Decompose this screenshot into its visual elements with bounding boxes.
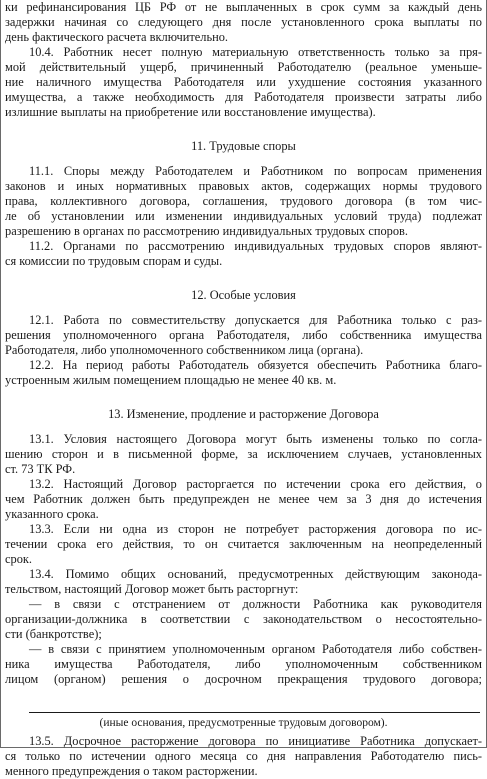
paragraph-13-4-line-1: 13.4. Помимо общих оснований, предусмотренных действующим законода-	[29, 567, 482, 581]
paragraph-13-5-line-2: ся только по истечении одного месяца со дня направления Работодателю пись-	[5, 749, 482, 763]
paragraph-13-4-line-3: — в связи с отстранением от должности Работника как руководителя	[29, 597, 482, 611]
paragraph-10-3-line-2: задержки начиная со следующего дня после установленного срока выплаты по	[5, 15, 482, 29]
paragraph-13-2-line-1: 13.2. Настоящий Договор расторгается по истечении срока его действия, о	[29, 477, 482, 491]
paragraph-12-2-line-2: устроенным жилым помещением площадью не менее 40 кв. м.	[5, 373, 337, 387]
section-13-heading: 13. Изменение, продление и расторжение Договора	[108, 407, 379, 421]
paragraph-13-3-line-3: срок.	[5, 552, 33, 566]
paragraph-12-1-line-2: решения уполномоченного органа Работодателя, либо собственника имущества	[5, 328, 482, 342]
paragraph-13-3-line-2: течении срока его действия, то он считается заключенным на неопределенный	[5, 537, 482, 551]
paragraph-13-2-line-3: указанного срока.	[5, 507, 99, 521]
paragraph-13-4-line-4: организации-должника в соответствии с законодательством о несостоятельно-	[5, 612, 482, 626]
paragraph-12-1-line-3: Работодателя, либо уполномоченного собственником лица (органа).	[5, 343, 364, 357]
paragraph-10-3-line-1: ки рефинансирования ЦБ РФ от не выплаченных в срок сумм за каждый день	[5, 0, 482, 14]
paragraph-13-4-line-7: ника имущества Работодателя, либо уполномоченным собственником	[5, 657, 482, 671]
paragraph-13-4-line-6: — в связи с принятием уполномоченным органом Работодателя либо собствен-	[29, 642, 482, 656]
paragraph-11-1-line-5: разрешению в органах по рассмотрению индивидуальных трудовых споров.	[5, 224, 409, 238]
paragraph-11-2-line-2: ся комиссии по трудовым спорам и суды.	[5, 254, 223, 268]
paragraph-11-1-line-4: ле об установлении или изменении индивидуальных условий труда) подлежат	[5, 209, 482, 223]
paragraph-13-4-line-5: сти (банкротстве);	[5, 627, 102, 641]
paragraph-13-2-line-2: чем Работник должен быть предупрежден не менее чем за 3 дня до истечения	[5, 492, 482, 506]
paragraph-11-1-line-2: законов и иных нормативных правовых актов, содержащих нормы трудового	[5, 179, 482, 193]
paragraph-10-4-line-1: 10.4. Работник несет полную материальную ответственность только за пря-	[29, 45, 482, 59]
section-11-heading: 11. Трудовые споры	[191, 139, 296, 153]
paragraph-10-4-line-5: излишние выплаты на приобретение или восстановление имущества).	[5, 105, 376, 119]
paragraph-13-5-line-3: менного предупреждения о таком расторжении.	[5, 764, 258, 778]
paragraph-13-1-line-2: шению сторон и в письменной форме, за исключением случаев, установленных	[5, 447, 482, 461]
paragraph-13-1-line-1: 13.1. Условия настоящего Договора могут быть изменены только по согла-	[29, 432, 482, 446]
fill-in-blank-rule	[5, 701, 482, 716]
paragraph-10-4-line-3: ние наличного имущества Работодателя или ухудшение состояния указанного	[5, 75, 482, 89]
document-body	[5, 0, 482, 779]
paragraph-13-4-line-8: лицом (органом) решения о досрочном прекращения трудового договора;	[5, 672, 482, 686]
paragraph-12-2-line-1: 12.2. На период работы Работодатель обязуется обеспечить Работника благо-	[29, 358, 482, 372]
fill-in-note: (иные основания, предусмотренные трудовым договором).	[99, 717, 388, 729]
paragraph-10-3-line-3: день фактического расчета включительно.	[5, 30, 229, 44]
section-12-heading: 12. Особые условия	[191, 288, 296, 302]
paragraph-12-1-line-1: 12.1. Работа по совместительству допускается для Работника только с раз-	[29, 313, 482, 327]
paragraph-11-1-line-3: права, коллективного договора, соглашения, трудового договора (в том чис-	[5, 194, 482, 208]
paragraph-13-1-line-3: ст. 73 ТК РФ.	[5, 462, 76, 476]
paragraph-11-1-line-1: 11.1. Споры между Работодателем и Работником по вопросам применения	[29, 164, 482, 178]
paragraph-11-2-line-1: 11.2. Органами по рассмотрению индивидуальных трудовых споров являют-	[29, 239, 482, 253]
paragraph-13-4-line-2: тельством, настоящий Договор может быть расторгнут:	[5, 582, 299, 596]
paragraph-10-4-line-4: имущества, а также необходимость для Работодателя произвести затраты либо	[5, 90, 482, 104]
paragraph-10-4-line-2: мой действительный ущерб, причиненный Работодателю (реальное уменьше-	[5, 60, 482, 74]
paragraph-13-3-line-1: 13.3. Если ни одна из сторон не потребует расторжения договора по ис-	[29, 522, 482, 536]
paragraph-13-5-line-1: 13.5. Досрочное расторжение договора по инициативе Работника допускает-	[29, 734, 482, 748]
